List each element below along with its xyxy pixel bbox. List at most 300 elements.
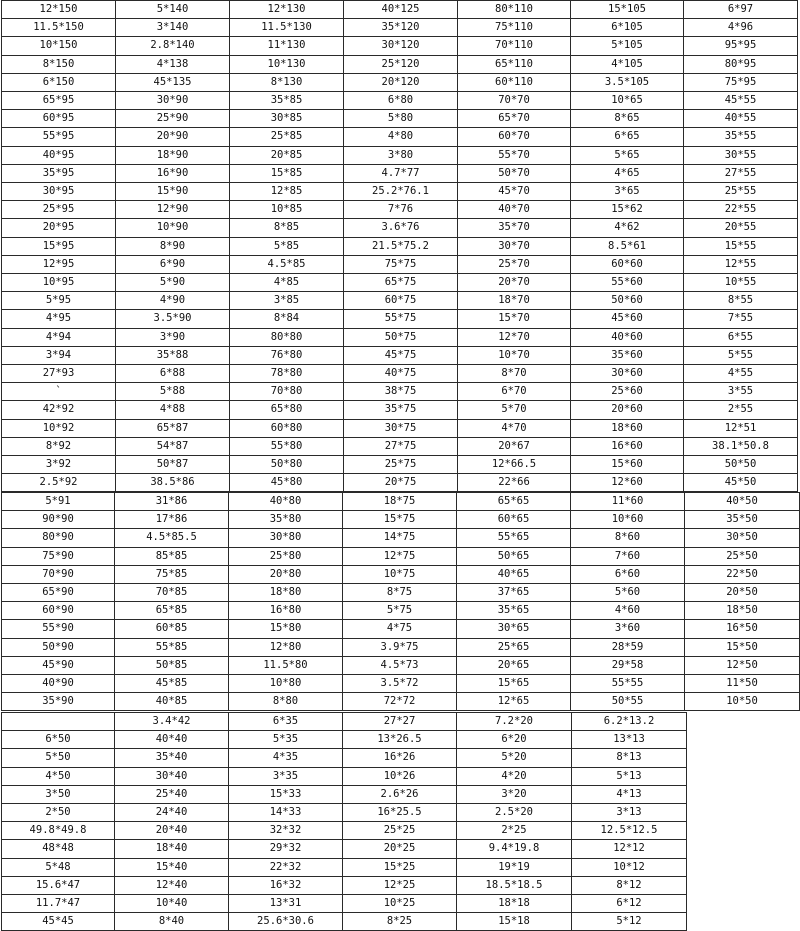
size-cell: 10*92 (2, 419, 116, 437)
size-cell: 11*60 (571, 493, 685, 511)
size-cell: 16*32 (229, 876, 343, 894)
size-cell: 3.5*72 (343, 675, 457, 693)
size-cell: 2*55 (684, 401, 798, 419)
size-cell: 55*70 (458, 146, 571, 164)
size-cell: 60*65 (457, 511, 571, 529)
size-cell: 50*60 (571, 292, 684, 310)
size-cell: 3.4*42 (115, 713, 229, 731)
size-cell: 20*90 (116, 128, 230, 146)
size-cell: 28*59 (571, 638, 685, 656)
size-cell: 20*50 (685, 584, 800, 602)
size-cell: 17*86 (115, 511, 229, 529)
size-cell: 50*75 (344, 328, 458, 346)
table-row (2, 201, 798, 219)
size-cell: 3*60 (571, 620, 685, 638)
size-cell: 10*60 (571, 511, 685, 529)
size-cell: 8*85 (230, 219, 344, 237)
table-row (2, 749, 687, 767)
table-row (2, 365, 798, 383)
size-cell: 12*65 (457, 693, 571, 711)
table-row (2, 292, 798, 310)
size-cell: 25*120 (344, 55, 458, 73)
size-cell: 70*110 (458, 37, 571, 55)
size-cell: 5*35 (229, 731, 343, 749)
size-cell: 16*80 (229, 602, 343, 620)
size-cell: 4*90 (116, 292, 230, 310)
size-cell: 4*62 (571, 219, 684, 237)
size-cell: 6*150 (2, 73, 116, 91)
size-cell: 35*55 (684, 128, 798, 146)
size-cell: 15*40 (115, 858, 229, 876)
size-cell: 2*25 (457, 822, 572, 840)
size-cell: 20*40 (115, 822, 229, 840)
size-cell: 65*90 (2, 584, 115, 602)
size-cell: 45*80 (230, 474, 344, 492)
size-cell: 25*95 (2, 201, 116, 219)
size-cell: 80*80 (230, 328, 344, 346)
table-row (2, 92, 798, 110)
size-cell: 55*75 (344, 310, 458, 328)
size-cell: 15*70 (458, 310, 571, 328)
size-cell: 20*70 (458, 274, 571, 292)
size-cell: 25*70 (458, 255, 571, 273)
size-cell: 38*75 (344, 383, 458, 401)
table-row (2, 164, 798, 182)
size-cell: 3.5*90 (116, 310, 230, 328)
size-cell: 3*92 (2, 456, 116, 474)
table-row (2, 693, 800, 711)
size-cell: 4*50 (2, 767, 115, 785)
size-cell: 45*55 (684, 92, 798, 110)
size-cell: 40*80 (229, 493, 343, 511)
size-cell: 7*60 (571, 547, 685, 565)
size-cell: 8*92 (2, 437, 116, 455)
size-cell: 12*75 (343, 547, 457, 565)
size-cell: 6*88 (116, 365, 230, 383)
size-cell: 35*75 (344, 401, 458, 419)
size-cell: 18*60 (571, 419, 684, 437)
size-cell: 50*87 (116, 456, 230, 474)
table-row (2, 310, 798, 328)
size-cell: 45*70 (458, 183, 571, 201)
size-cell: 29*58 (571, 656, 685, 674)
size-cell: 12*60 (571, 474, 684, 492)
size-cell: 49.8*49.8 (2, 822, 115, 840)
size-cell: 55*80 (230, 437, 344, 455)
size-cell: 35*120 (344, 19, 458, 37)
size-cell: 2.6*26 (343, 785, 457, 803)
size-cell: 8*84 (230, 310, 344, 328)
size-cell: 15*105 (571, 1, 684, 19)
size-cell: 10*150 (2, 37, 116, 55)
size-cell: 15*80 (229, 620, 343, 638)
size-cell: 35*80 (229, 511, 343, 529)
size-cell: 7.2*20 (457, 713, 572, 731)
size-cell: 55*55 (571, 675, 685, 693)
size-cell: 25.6*30.6 (229, 913, 343, 931)
table-row (2, 274, 798, 292)
size-cell: 12*40 (115, 876, 229, 894)
size-cell: 6*70 (458, 383, 571, 401)
size-cell: 8*75 (343, 584, 457, 602)
size-cell: 35*90 (2, 693, 115, 711)
size-cell: 10*75 (343, 565, 457, 583)
size-cell: 9.4*19.8 (457, 840, 572, 858)
size-cell: 5*20 (457, 749, 572, 767)
size-cell: 15*55 (684, 237, 798, 255)
size-cell: 19*19 (457, 858, 572, 876)
size-cell: 2.5*92 (2, 474, 116, 492)
size-cell: 25.2*76.1 (344, 183, 458, 201)
size-cell: 5*48 (2, 858, 115, 876)
table-row (2, 620, 800, 638)
table-row (2, 493, 800, 511)
size-cell: 6*20 (457, 731, 572, 749)
size-cell: 4*94 (2, 328, 116, 346)
table-row (2, 146, 798, 164)
size-cell: 4.5*73 (343, 656, 457, 674)
size-cell: 35*95 (2, 164, 116, 182)
table-row (2, 895, 687, 913)
size-cell: 12*80 (229, 638, 343, 656)
size-cell: 20*85 (230, 146, 344, 164)
size-cell: 38.5*86 (116, 474, 230, 492)
table-row (2, 456, 798, 474)
size-cell: 8*12 (572, 876, 687, 894)
table-row (2, 785, 687, 803)
size-cell: 5*55 (684, 346, 798, 364)
size-cell: 5*75 (343, 602, 457, 620)
size-cell: 20*80 (229, 565, 343, 583)
size-cell: 65*70 (458, 110, 571, 128)
size-cell: 21.5*75.2 (344, 237, 458, 255)
size-cell: 2.5*20 (457, 804, 572, 822)
size-cell: 3*65 (571, 183, 684, 201)
table-row (2, 713, 687, 731)
size-cell: 6*35 (229, 713, 343, 731)
size-cell: 6*12 (572, 895, 687, 913)
table-row (2, 328, 798, 346)
size-cell: 20*60 (571, 401, 684, 419)
size-cell: 70*90 (2, 565, 115, 583)
size-cell: 4.5*85.5 (115, 529, 229, 547)
size-cell: 13*26.5 (343, 731, 457, 749)
size-cell: 4*35 (229, 749, 343, 767)
size-cell: 25*85 (230, 128, 344, 146)
size-cell: 5*88 (116, 383, 230, 401)
size-cell: 5*85 (230, 237, 344, 255)
size-cell: 20*95 (2, 219, 116, 237)
size-cell: 3*140 (116, 19, 230, 37)
size-cell: 25*25 (343, 822, 457, 840)
size-cell: 5*140 (116, 1, 230, 19)
size-cell: 45*45 (2, 913, 115, 931)
size-cell: 30*60 (571, 365, 684, 383)
table-row (2, 419, 798, 437)
size-cell: 30*120 (344, 37, 458, 55)
size-cell: 40*90 (2, 675, 115, 693)
size-cell: 10*70 (458, 346, 571, 364)
size-cell: 8*80 (229, 693, 343, 711)
size-cell: 16*26 (343, 749, 457, 767)
size-cell: 15*18 (457, 913, 572, 931)
size-cell: 12*51 (684, 419, 798, 437)
size-cell: 18.5*18.5 (457, 876, 572, 894)
size-cell: 16*90 (116, 164, 230, 182)
size-cell: 55*85 (115, 638, 229, 656)
size-cell: 18*90 (116, 146, 230, 164)
size-cell: 10*40 (115, 895, 229, 913)
size-cell: 5*50 (2, 749, 115, 767)
size-cell: 50*80 (230, 456, 344, 474)
table-row (2, 913, 687, 931)
table-row (2, 383, 798, 401)
size-cell: 6*97 (684, 1, 798, 19)
size-cell: 55*95 (2, 128, 116, 146)
size-cell: 7*55 (684, 310, 798, 328)
size-cell: 4*138 (116, 55, 230, 73)
size-cell: 72*72 (343, 693, 457, 711)
table-row (2, 547, 800, 565)
size-cell: 40*50 (685, 493, 800, 511)
size-cell: 80*90 (2, 529, 115, 547)
size-cell: 5*13 (572, 767, 687, 785)
size-cell: 11.5*80 (229, 656, 343, 674)
size-cell: 20*25 (343, 840, 457, 858)
table-row (2, 840, 687, 858)
size-cell: 65*65 (457, 493, 571, 511)
size-cell: 5*90 (116, 274, 230, 292)
size-cell: 25*55 (684, 183, 798, 201)
size-cell: 13*13 (572, 731, 687, 749)
size-cell: 45*50 (684, 474, 798, 492)
size-cell: 3*20 (457, 785, 572, 803)
size-cell: 30*65 (457, 620, 571, 638)
size-cell: 12*25 (343, 876, 457, 894)
size-cell: 40*65 (457, 565, 571, 583)
table-row (2, 474, 798, 492)
size-cell: 35*88 (116, 346, 230, 364)
size-cell: 12*50 (685, 656, 800, 674)
size-cell: 14*33 (229, 804, 343, 822)
size-cell: 55*90 (2, 620, 115, 638)
table-row (2, 128, 798, 146)
size-cell (2, 713, 115, 731)
table-row (2, 638, 800, 656)
size-cell: 3.9*75 (343, 638, 457, 656)
size-cell: 31*86 (115, 493, 229, 511)
size-cell: 8.5*61 (571, 237, 684, 255)
size-cell: 4*75 (343, 620, 457, 638)
size-cell: 65*75 (344, 274, 458, 292)
size-cell: 60*95 (2, 110, 116, 128)
size-cell: 10*65 (571, 92, 684, 110)
size-cell: 3.5*105 (571, 73, 684, 91)
size-cell: 16*60 (571, 437, 684, 455)
size-cell: 38.1*50.8 (684, 437, 798, 455)
size-cell: 80*110 (458, 1, 571, 19)
size-table-middle (1, 492, 800, 711)
table-row (2, 219, 798, 237)
size-cell: 15*85 (230, 164, 344, 182)
size-cell: 14*75 (343, 529, 457, 547)
size-cell: 10*26 (343, 767, 457, 785)
table-row (2, 37, 798, 55)
size-cell: 50*90 (2, 638, 115, 656)
size-cell: 6*90 (116, 255, 230, 273)
size-cell: 45*60 (571, 310, 684, 328)
size-cell: 30*70 (458, 237, 571, 255)
size-cell: 85*85 (115, 547, 229, 565)
size-cell: 27*93 (2, 365, 116, 383)
size-cell: 12*95 (2, 255, 116, 273)
size-cell: 65*85 (115, 602, 229, 620)
size-cell: 15.6*47 (2, 876, 115, 894)
table-row (2, 73, 798, 91)
size-cell: 15*25 (343, 858, 457, 876)
size-cell: 30*90 (116, 92, 230, 110)
table-row (2, 346, 798, 364)
size-cell: 6*65 (571, 128, 684, 146)
size-cell: 50*55 (571, 693, 685, 711)
size-cell: 55*65 (457, 529, 571, 547)
size-cell: 6*50 (2, 731, 115, 749)
size-cell: 30*85 (230, 110, 344, 128)
size-cell: 70*80 (230, 383, 344, 401)
size-cell: 15*62 (571, 201, 684, 219)
size-cell: 8*90 (116, 237, 230, 255)
size-cell: 70*85 (115, 584, 229, 602)
size-cell: 11*130 (230, 37, 344, 55)
size-cell: 10*85 (230, 201, 344, 219)
size-cell: 18*70 (458, 292, 571, 310)
size-cell: 20*65 (457, 656, 571, 674)
size-cell: 4*60 (571, 602, 685, 620)
size-cell: 60*70 (458, 128, 571, 146)
size-cell: 3*50 (2, 785, 115, 803)
size-cell: 22*32 (229, 858, 343, 876)
size-cell: 6*55 (684, 328, 798, 346)
size-cell: 25*60 (571, 383, 684, 401)
table-row (2, 822, 687, 840)
size-cell: 6*80 (344, 92, 458, 110)
size-cell: 75*90 (2, 547, 115, 565)
size-cell: 35*70 (458, 219, 571, 237)
size-cell: 13*31 (229, 895, 343, 913)
size-cell: 3*55 (684, 383, 798, 401)
size-cell: 12*12 (572, 840, 687, 858)
size-cell: 60*75 (344, 292, 458, 310)
table-row (2, 731, 687, 749)
size-cell: 10*55 (684, 274, 798, 292)
size-cell: 10*12 (572, 858, 687, 876)
table-row (2, 19, 798, 37)
size-cell: 70*70 (458, 92, 571, 110)
size-cell: 45*75 (344, 346, 458, 364)
size-cell: 50*70 (458, 164, 571, 182)
size-cell: 18*80 (229, 584, 343, 602)
size-cell: 5*12 (572, 913, 687, 931)
size-cell: 5*60 (571, 584, 685, 602)
size-cell: 3*80 (344, 146, 458, 164)
size-cell: 3.6*76 (344, 219, 458, 237)
size-cell: 12*70 (458, 328, 571, 346)
size-cell: 16*25.5 (343, 804, 457, 822)
size-cell: 65*110 (458, 55, 571, 73)
table-row (2, 1, 798, 19)
size-cell: 35*65 (457, 602, 571, 620)
size-cell: 4*65 (571, 164, 684, 182)
size-cell: 15*60 (571, 456, 684, 474)
size-cell: 40*95 (2, 146, 116, 164)
size-cell: 60*60 (571, 255, 684, 273)
size-cell: 4*95 (2, 310, 116, 328)
size-cell: 18*18 (457, 895, 572, 913)
size-table-top (1, 0, 798, 492)
size-cell: 35*85 (230, 92, 344, 110)
size-cell: 25*80 (229, 547, 343, 565)
table-row (2, 858, 687, 876)
size-cell: 8*130 (230, 73, 344, 91)
size-cell: 80*95 (684, 55, 798, 73)
size-cell: 25*65 (457, 638, 571, 656)
size-cell: 18*50 (685, 602, 800, 620)
size-cell: 65*87 (116, 419, 230, 437)
size-cell: 4.5*85 (230, 255, 344, 273)
table-row (2, 876, 687, 894)
size-cell: 10*80 (229, 675, 343, 693)
size-cell: 75*110 (458, 19, 571, 37)
size-cell: 6*60 (571, 565, 685, 583)
size-cell: 11*50 (685, 675, 800, 693)
size-cell: 10*50 (685, 693, 800, 711)
size-cell: 15*65 (457, 675, 571, 693)
size-cell: 2.8*140 (116, 37, 230, 55)
size-cell: 12.5*12.5 (572, 822, 687, 840)
size-cell: 30*50 (685, 529, 800, 547)
size-cell: 10*130 (230, 55, 344, 73)
size-cell: 29*32 (229, 840, 343, 858)
size-cell: 20*120 (344, 73, 458, 91)
size-cell: 48*48 (2, 840, 115, 858)
size-cell: 40*125 (344, 1, 458, 19)
size-cell: 40*40 (115, 731, 229, 749)
size-cell: 12*55 (684, 255, 798, 273)
size-cell: 3*13 (572, 804, 687, 822)
size-cell: 22*50 (685, 565, 800, 583)
size-cell: 10*95 (2, 274, 116, 292)
size-cell: 40*75 (344, 365, 458, 383)
size-cell: 22*55 (684, 201, 798, 219)
size-cell: 95*95 (684, 37, 798, 55)
size-cell: 40*60 (571, 328, 684, 346)
size-cell: 6.2*13.2 (572, 713, 687, 731)
size-cell: 5*65 (571, 146, 684, 164)
size-cell: 35*50 (685, 511, 800, 529)
size-cell: 11.5*130 (230, 19, 344, 37)
size-cell: 55*60 (571, 274, 684, 292)
size-cell: 90*90 (2, 511, 115, 529)
size-cell: 4*96 (684, 19, 798, 37)
size-cell: 4*55 (684, 365, 798, 383)
size-cell: 22*66 (458, 474, 571, 492)
size-cell: 27*27 (343, 713, 457, 731)
size-cell: 12*66.5 (458, 456, 571, 474)
size-cell: 11.7*47 (2, 895, 115, 913)
size-cell: 4.7*77 (344, 164, 458, 182)
size-cell: 45*90 (2, 656, 115, 674)
size-cell: 10*90 (116, 219, 230, 237)
